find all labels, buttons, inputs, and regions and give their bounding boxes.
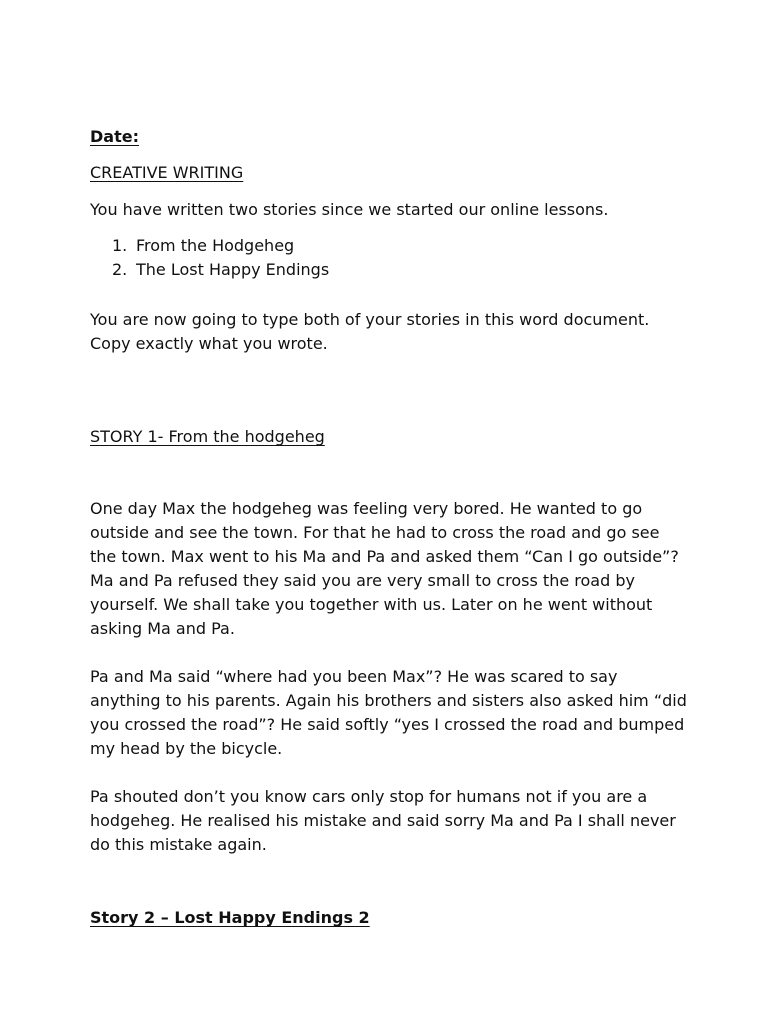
- date-label: Date:: [90, 127, 139, 146]
- list-item: [112, 234, 329, 258]
- list-item-title: From the Hodgeheg: [136, 236, 295, 255]
- story-line: outside and see the town. For that he had to cross the road and go see: [90, 523, 660, 542]
- story-line: you crossed the road”? He said softly “yes I crossed the road and bumped: [90, 715, 685, 734]
- page-heading: CREATIVE WRITING: [90, 163, 244, 182]
- list-item-number: 2.: [112, 260, 128, 279]
- story-line: do this mistake again.: [90, 835, 267, 854]
- story1-paragraph-3: [90, 785, 690, 857]
- intro-text: You have written two stories since we started our online lessons.: [90, 200, 609, 219]
- story-line: Ma and Pa refused they said you are very small to cross the road by: [90, 571, 635, 590]
- story1-paragraph-2: [90, 665, 690, 761]
- story-line: Pa and Ma said “where had you been Max”? He was scared to say: [90, 667, 618, 686]
- list-item-number: 1.: [112, 236, 128, 255]
- story2-title: Story 2 – Lost Happy Endings 2: [90, 908, 370, 927]
- story-line: asking Ma and Pa.: [90, 619, 235, 638]
- instructions-line: You are now going to type both of your stories in this word document.: [90, 310, 650, 329]
- story-line: hodgeheg. He realised his mistake and said sorry Ma and Pa I shall never: [90, 811, 676, 830]
- story-line: anything to his parents. Again his brothers and sisters also asked him “did: [90, 691, 687, 710]
- instructions-line: Copy exactly what you wrote.: [90, 334, 328, 353]
- story-line: my head by the bicycle.: [90, 739, 283, 758]
- story1-paragraph-1: [90, 497, 690, 641]
- instructions-paragraph: [90, 308, 690, 356]
- story-line: Pa shouted don’t you know cars only stop for humans not if you are a: [90, 787, 648, 806]
- list-item: [112, 258, 329, 282]
- story-line: One day Max the hodgeheg was feeling very bored. He wanted to go: [90, 499, 643, 518]
- stories-list: [112, 234, 329, 282]
- story1-title: STORY 1- From the hodgeheg: [90, 427, 325, 446]
- list-item-title: The Lost Happy Endings: [136, 260, 330, 279]
- story-line: the town. Max went to his Ma and Pa and asked them “Can I go outside”?: [90, 547, 679, 566]
- story-line: yourself. We shall take you together with us. Later on he went without: [90, 595, 653, 614]
